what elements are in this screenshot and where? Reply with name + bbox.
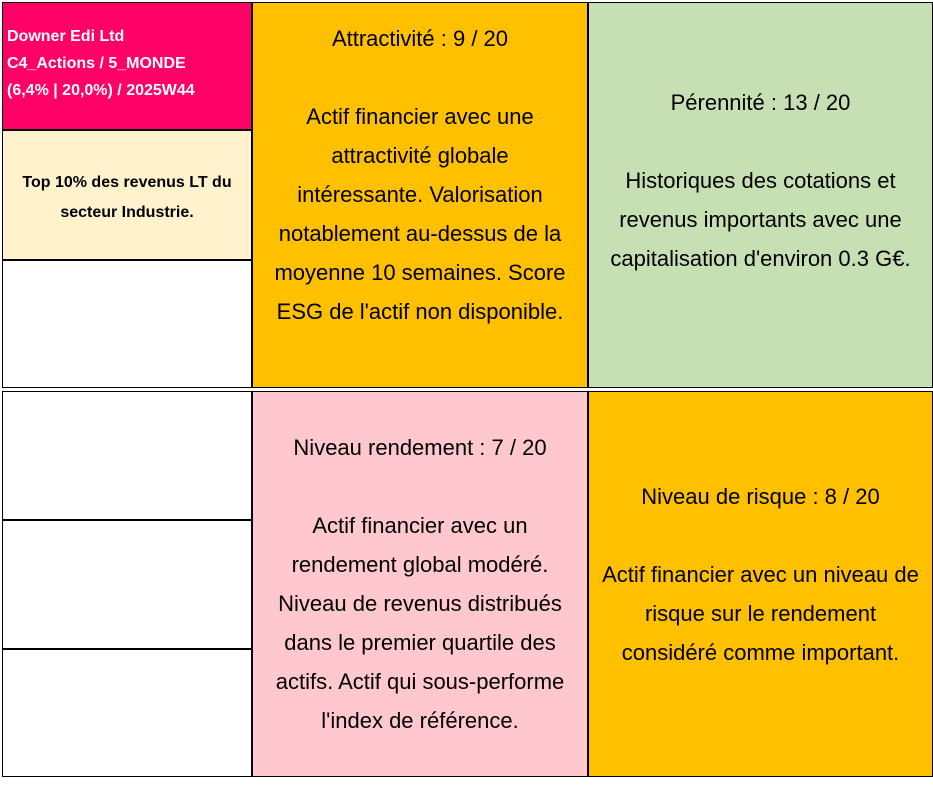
empty-cell[interactable] (2, 649, 252, 777)
asset-header-cell[interactable] (2, 2, 252, 130)
text-line: capitalisation d'environ 0.3 G€. (610, 245, 911, 271)
attractivite-title: Attractivité : 9 / 20 (331, 26, 509, 51)
text-line: risque sur le rendement (644, 600, 877, 626)
text-line: rendement global modéré. (291, 552, 549, 577)
rendement-text (276, 506, 565, 740)
empty-cell[interactable] (2, 520, 252, 649)
text-line: Actif financier avec un (312, 513, 528, 538)
text-line: actifs. Actif qui sous-performe (275, 669, 565, 694)
text-line: considéré comme important. (621, 639, 900, 665)
text-line: Actif financier avec un niveau de (602, 561, 919, 587)
asset-category: C4_Actions / 5_MONDE (7, 55, 186, 72)
empty-cell[interactable] (2, 391, 252, 520)
attractivite-text (274, 97, 565, 331)
rendement-title: Niveau rendement : 7 / 20 (293, 435, 547, 460)
text-line: l'index de référence. (321, 708, 519, 733)
text-line: dans le premier quartile des (284, 630, 556, 655)
text-line: notablement au-dessus de la (278, 221, 562, 246)
text-line: Historiques des cotations et (625, 167, 896, 193)
asset-weights-week: (6,4% | 20,0%) / 2025W44 (7, 82, 195, 99)
sector-note-line-2: secteur Industrie. (60, 204, 194, 221)
text-line: ESG de l'actif non disponible. (276, 299, 564, 324)
text-line: attractivité globale (331, 143, 509, 168)
text-line: revenus importants avec une (619, 206, 902, 232)
perennite-title: Pérennité : 13 / 20 (670, 89, 851, 115)
attractivite-panel[interactable] (252, 2, 588, 388)
text-line: Niveau de revenus distribués (278, 591, 562, 616)
risque-panel[interactable] (588, 391, 933, 777)
risque-title: Niveau de risque : 8 / 20 (641, 483, 880, 509)
text-line: Actif financier avec une (306, 104, 534, 129)
asset-name: Downer Edi Ltd (7, 28, 125, 45)
risque-text (602, 555, 919, 672)
empty-cell[interactable] (2, 260, 252, 388)
sector-note-cell[interactable] (2, 130, 252, 260)
rendement-panel[interactable] (252, 391, 588, 777)
text-line: moyenne 10 semaines. Score (274, 260, 566, 285)
sector-note-line-1: Top 10% des revenus LT du (22, 174, 232, 191)
text-line: intéressante. Valorisation (297, 182, 543, 207)
perennite-text (610, 161, 910, 278)
perennite-panel[interactable] (588, 2, 933, 388)
